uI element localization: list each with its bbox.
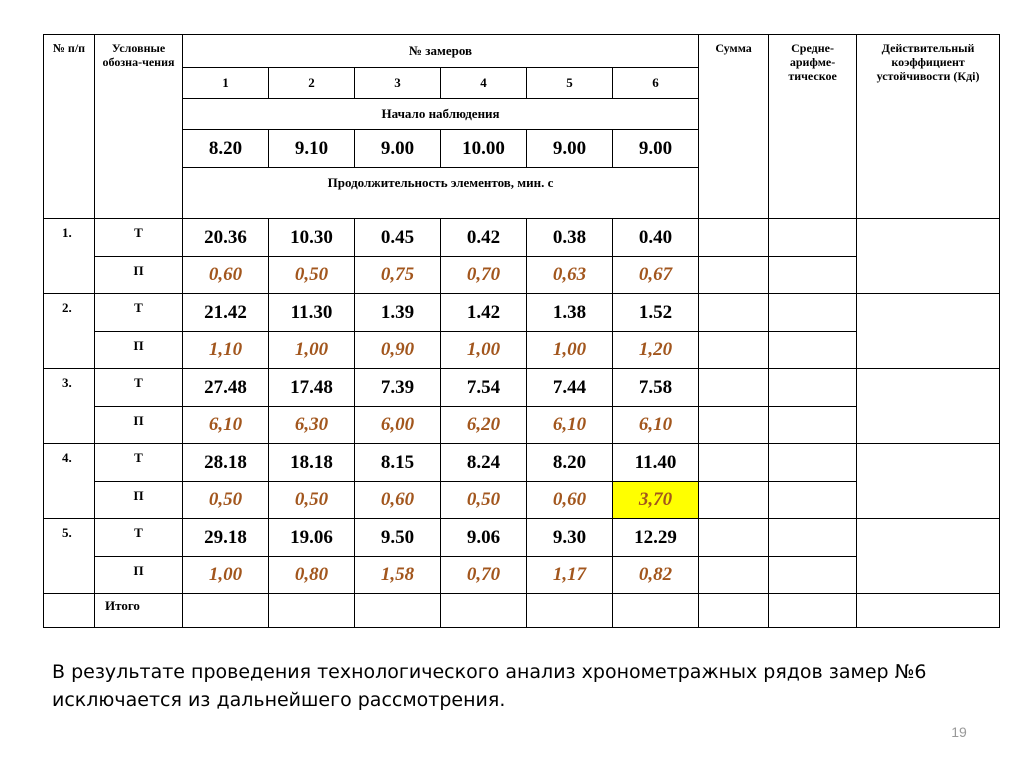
t-value: 9.06 xyxy=(441,519,527,557)
row-label-p: П xyxy=(95,557,183,594)
t-value: 27.48 xyxy=(183,369,269,407)
mean-cell xyxy=(769,219,857,257)
header-measurements: № замеров xyxy=(183,35,699,68)
sum-cell xyxy=(699,294,769,332)
p-value: 1,00 xyxy=(527,332,613,369)
p-value: 6,00 xyxy=(355,407,441,444)
p-value: 6,10 xyxy=(613,407,699,444)
t-value: 18.18 xyxy=(269,444,355,482)
row-p xyxy=(44,257,1000,294)
t-value: 7.39 xyxy=(355,369,441,407)
t-value: 1.38 xyxy=(527,294,613,332)
p-value: 0,63 xyxy=(527,257,613,294)
p-value: 0,60 xyxy=(355,482,441,519)
coef-cell xyxy=(857,294,1000,369)
row-label-p: П xyxy=(95,407,183,444)
start-value: 9.00 xyxy=(355,130,441,168)
data-rows xyxy=(44,219,1000,594)
sum-cell xyxy=(699,219,769,257)
row-label-t: Т xyxy=(95,219,183,257)
mean-cell xyxy=(769,482,857,519)
row-number: 3. xyxy=(44,369,95,444)
total-num-cell xyxy=(44,594,95,628)
p-value: 1,10 xyxy=(183,332,269,369)
p-value: 0,50 xyxy=(269,482,355,519)
start-value: 10.00 xyxy=(441,130,527,168)
p-value: 1,20 xyxy=(613,332,699,369)
start-value: 9.00 xyxy=(613,130,699,168)
p-value: 1,00 xyxy=(183,557,269,594)
total-cell xyxy=(441,594,527,628)
t-value: 9.30 xyxy=(527,519,613,557)
row-number: 2. xyxy=(44,294,95,369)
total-label: Итого xyxy=(95,594,183,628)
p-value: 1,00 xyxy=(441,332,527,369)
t-value: 28.18 xyxy=(183,444,269,482)
t-value: 21.42 xyxy=(183,294,269,332)
sum-cell xyxy=(699,482,769,519)
mean-cell xyxy=(769,444,857,482)
col-number: 3 xyxy=(355,68,441,99)
row-t xyxy=(44,369,1000,407)
sum-cell xyxy=(699,332,769,369)
p-value: 0,50 xyxy=(441,482,527,519)
t-value: 29.18 xyxy=(183,519,269,557)
p-value: 0,60 xyxy=(183,257,269,294)
p-value: 0,90 xyxy=(355,332,441,369)
mean-cell xyxy=(769,557,857,594)
conclusion-text: В результате проведения технологического анализ хронометражных рядов замер №6 исключается из дальнейшего рассмотрения. xyxy=(52,661,927,711)
row-label-t: Т xyxy=(95,519,183,557)
total-cell xyxy=(355,594,441,628)
row-number: 4. xyxy=(44,444,95,519)
start-value: 8.20 xyxy=(183,130,269,168)
t-value: 1.42 xyxy=(441,294,527,332)
total-cell xyxy=(183,594,269,628)
t-value: 8.24 xyxy=(441,444,527,482)
row-p xyxy=(44,332,1000,369)
col-number: 6 xyxy=(613,68,699,99)
coef-cell xyxy=(857,519,1000,594)
sum-cell xyxy=(699,557,769,594)
total-mean-cell xyxy=(769,594,857,628)
p-value: 6,10 xyxy=(183,407,269,444)
sum-cell xyxy=(699,407,769,444)
t-value: 10.30 xyxy=(269,219,355,257)
t-value: 7.54 xyxy=(441,369,527,407)
p-value: 0,50 xyxy=(183,482,269,519)
total-cell xyxy=(269,594,355,628)
chronometry-table xyxy=(43,34,1000,628)
t-value: 0.45 xyxy=(355,219,441,257)
total-sum-cell xyxy=(699,594,769,628)
row-p xyxy=(44,482,1000,519)
row-label-p: П xyxy=(95,482,183,519)
p-value: 1,00 xyxy=(269,332,355,369)
header-num: № п/п xyxy=(44,35,95,219)
row-p xyxy=(44,407,1000,444)
row-label-t: Т xyxy=(95,444,183,482)
mean-cell xyxy=(769,332,857,369)
row-t xyxy=(44,219,1000,257)
t-value: 0.40 xyxy=(613,219,699,257)
total-coef-cell xyxy=(857,594,1000,628)
mean-cell xyxy=(769,369,857,407)
sum-cell xyxy=(699,257,769,294)
t-value: 8.15 xyxy=(355,444,441,482)
p-value: 0,50 xyxy=(269,257,355,294)
t-value: 1.39 xyxy=(355,294,441,332)
mean-cell xyxy=(769,407,857,444)
col-number: 4 xyxy=(441,68,527,99)
col-number: 1 xyxy=(183,68,269,99)
header-legend: Условные обозна-чения xyxy=(95,35,183,219)
coef-cell xyxy=(857,444,1000,519)
row-number: 5. xyxy=(44,519,95,594)
t-value: 1.52 xyxy=(613,294,699,332)
coef-cell xyxy=(857,369,1000,444)
t-value: 11.40 xyxy=(613,444,699,482)
header-mean: Средне-арифме-тическое xyxy=(769,35,857,219)
start-header: Начало наблюдения xyxy=(183,99,699,130)
p-value: 0,82 xyxy=(613,557,699,594)
start-value: 9.10 xyxy=(269,130,355,168)
p-value: 0,70 xyxy=(441,257,527,294)
p-value: 6,10 xyxy=(527,407,613,444)
p-value: 1,17 xyxy=(527,557,613,594)
p-value: 0,67 xyxy=(613,257,699,294)
header-coef: Действительный коэффициент устойчивости (Кдi) xyxy=(857,35,1000,219)
t-value: 20.36 xyxy=(183,219,269,257)
header-sum: Сумма xyxy=(699,35,769,219)
t-value: 9.50 xyxy=(355,519,441,557)
p-value: 0,70 xyxy=(441,557,527,594)
row-p xyxy=(44,557,1000,594)
t-value: 0.38 xyxy=(527,219,613,257)
mean-cell xyxy=(769,519,857,557)
row-label-p: П xyxy=(95,257,183,294)
t-value: 7.44 xyxy=(527,369,613,407)
p-value: 3,70 xyxy=(613,482,699,519)
p-value: 0,75 xyxy=(355,257,441,294)
row-number: 1. xyxy=(44,219,95,294)
page-number: 19 xyxy=(951,724,967,740)
t-value: 7.58 xyxy=(613,369,699,407)
col-number: 5 xyxy=(527,68,613,99)
total-cell xyxy=(613,594,699,628)
row-label-t: Т xyxy=(95,294,183,332)
col-number: 2 xyxy=(269,68,355,99)
sum-cell xyxy=(699,444,769,482)
t-value: 12.29 xyxy=(613,519,699,557)
row-label-p: П xyxy=(95,332,183,369)
sum-cell xyxy=(699,519,769,557)
t-value: 19.06 xyxy=(269,519,355,557)
coef-cell xyxy=(857,219,1000,294)
row-t xyxy=(44,519,1000,557)
row-label-t: Т xyxy=(95,369,183,407)
p-value: 6,30 xyxy=(269,407,355,444)
duration-header: Продолжительность элементов, мин. с xyxy=(183,168,699,219)
total-cell xyxy=(527,594,613,628)
mean-cell xyxy=(769,257,857,294)
t-value: 17.48 xyxy=(269,369,355,407)
t-value: 11.30 xyxy=(269,294,355,332)
t-value: 0.42 xyxy=(441,219,527,257)
start-value: 9.00 xyxy=(527,130,613,168)
p-value: 0,80 xyxy=(269,557,355,594)
row-t xyxy=(44,294,1000,332)
p-value: 6,20 xyxy=(441,407,527,444)
p-value: 1,58 xyxy=(355,557,441,594)
row-t xyxy=(44,444,1000,482)
t-value: 8.20 xyxy=(527,444,613,482)
p-value: 0,60 xyxy=(527,482,613,519)
mean-cell xyxy=(769,294,857,332)
sum-cell xyxy=(699,369,769,407)
